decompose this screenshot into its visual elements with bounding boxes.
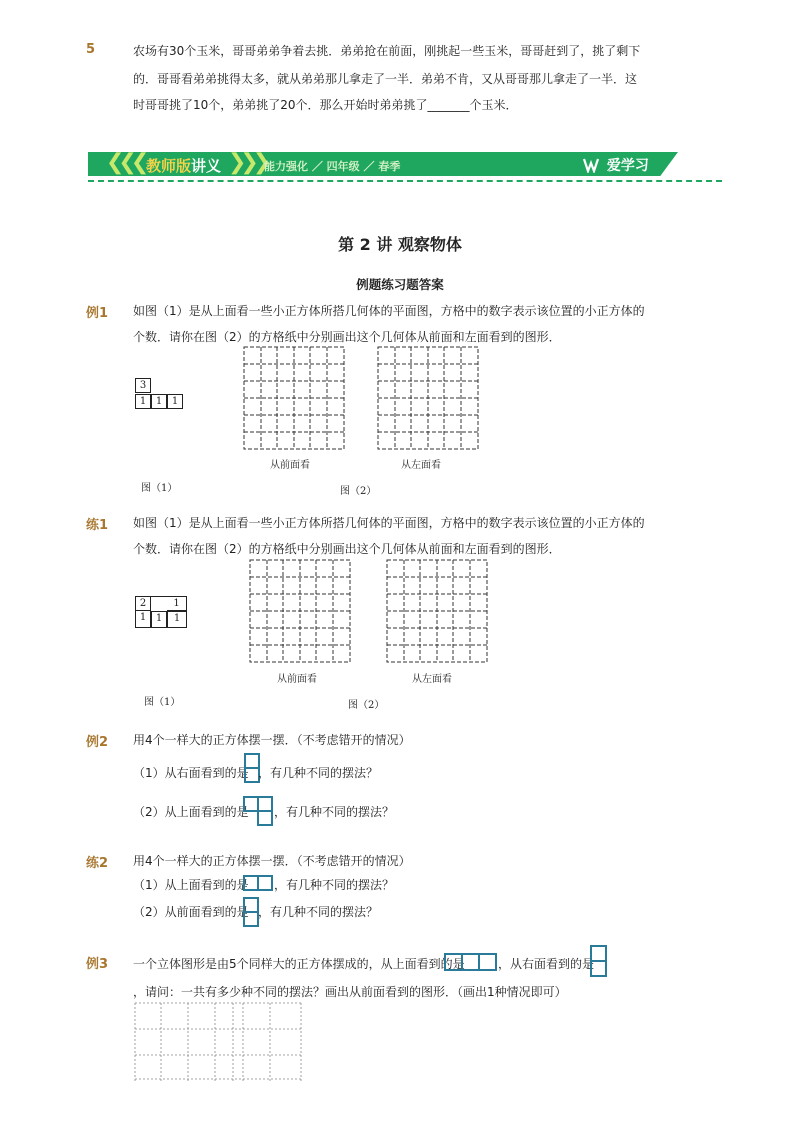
problem-number: 5	[86, 42, 96, 57]
cell-edge	[151, 596, 167, 597]
chevron-left-icon: ❮❮❮	[106, 150, 144, 175]
cube-square	[590, 960, 607, 977]
problem-text-line: 时哥哥挑了10个，弟弟挑了20个．那么开始时弟弟挑了_______个玉米．	[133, 98, 518, 112]
chevron-right-icon: ❯❯❯	[228, 150, 266, 175]
example-text-line: 用4个一样大的正方体摆一摆．（不考虑错开的情况）	[133, 854, 411, 868]
count-cell: 1	[167, 394, 183, 409]
count-cell: 1	[151, 394, 167, 409]
problem-text-line: 的．哥哥看弟弟挑得太多，就从弟弟那儿拿走了一半．弟弟不肯，又从哥哥那儿拿走了一半．这	[133, 72, 638, 86]
example-text-line: 个数．请你在图（2）的方格纸中分别画出这个几何体从前面和左面看到的图形．	[133, 542, 561, 556]
question-text: ，有几种不同的摆法？	[258, 905, 379, 919]
question-text: （2）从前面看到的是	[133, 905, 249, 919]
count-cell: 2	[135, 596, 151, 611]
grid-caption: 从左面看	[412, 674, 452, 685]
figure-caption: 图（1）	[141, 483, 178, 494]
question-text: （2）从上面看到的是	[133, 805, 249, 819]
cube-square	[257, 875, 273, 891]
example-text-line: ，请问：一共有多少种不同的摆法？画出从前面看到的图形．（画出1种情况即可）	[133, 985, 567, 999]
example-tag: 练1	[86, 518, 109, 533]
question-text: （1）从上面看到的是	[133, 878, 249, 892]
count-cell: 1	[135, 394, 151, 409]
example-text-line: 用4个一样大的正方体摆一摆．（不考虑错开的情况）	[133, 733, 411, 747]
example-text-line: 一个立体图形是由5个同样大的正方体摆成的，从上面看到的是	[133, 957, 465, 971]
count-cell: 1	[151, 611, 167, 628]
grid-paper-front	[249, 559, 351, 663]
example-tag: 例3	[86, 957, 109, 972]
count-cell: 1	[167, 611, 187, 628]
grid-caption: 从前面看	[277, 674, 317, 685]
answer-grid	[133, 1001, 305, 1081]
cube-square	[478, 953, 497, 971]
banner-divider	[88, 180, 722, 182]
grid-paper-left	[386, 559, 488, 663]
example-tag: 练2	[86, 856, 109, 871]
figure-caption: 图（2）	[348, 700, 385, 711]
problem-text-line: 农场有30个玉米，哥哥弟弟争着去挑．弟弟抢在前面，刚挑起一些玉米，哥哥赶到了，挑了剩下	[133, 44, 641, 58]
example-tag: 例2	[86, 735, 109, 750]
example-text-line: ，从右面看到的是	[498, 957, 595, 971]
brand-logo: 爱学习	[582, 155, 649, 175]
grid-caption: 从前面看	[270, 460, 310, 471]
count-cell: 1	[135, 611, 151, 628]
cube-square	[257, 810, 273, 826]
grid-paper-left	[377, 346, 479, 450]
lecture-title: 第 2 讲 观察物体	[338, 235, 462, 254]
question-text: ，有几种不同的摆法？	[258, 766, 379, 780]
question-text: （1）从右面看到的是	[133, 766, 249, 780]
cube-square	[243, 911, 259, 927]
logo-mark-icon	[582, 157, 602, 173]
question-text: ，有几种不同的摆法？	[274, 878, 395, 892]
grid-caption: 从左面看	[401, 460, 441, 471]
count-cell: 3	[135, 378, 151, 393]
banner-brand: 教师版讲义	[146, 157, 222, 175]
grid-paper-front	[243, 346, 345, 450]
example-text-line: 如图（1）是从上面看一些小正方体所搭几何体的平面图，方格中的数字表示该位置的小正方体的	[133, 516, 645, 530]
figure-caption: 图（1）	[144, 697, 181, 708]
question-text: ，有几种不同的摆法？	[274, 805, 395, 819]
count-cell: 1	[167, 596, 187, 611]
section-title: 例题练习题答案	[356, 277, 444, 292]
example-text-line: 个数．请你在图（2）的方格纸中分别画出这个几何体从前面和左面看到的图形．	[133, 330, 561, 344]
banner-breadcrumb: 能力强化 ／ 四年级 ／ 春季	[264, 160, 401, 173]
figure-caption: 图（2）	[340, 486, 377, 497]
example-tag: 例1	[86, 306, 109, 321]
example-text-line: 如图（1）是从上面看一些小正方体所搭几何体的平面图，方格中的数字表示该位置的小正方体的	[133, 304, 645, 318]
